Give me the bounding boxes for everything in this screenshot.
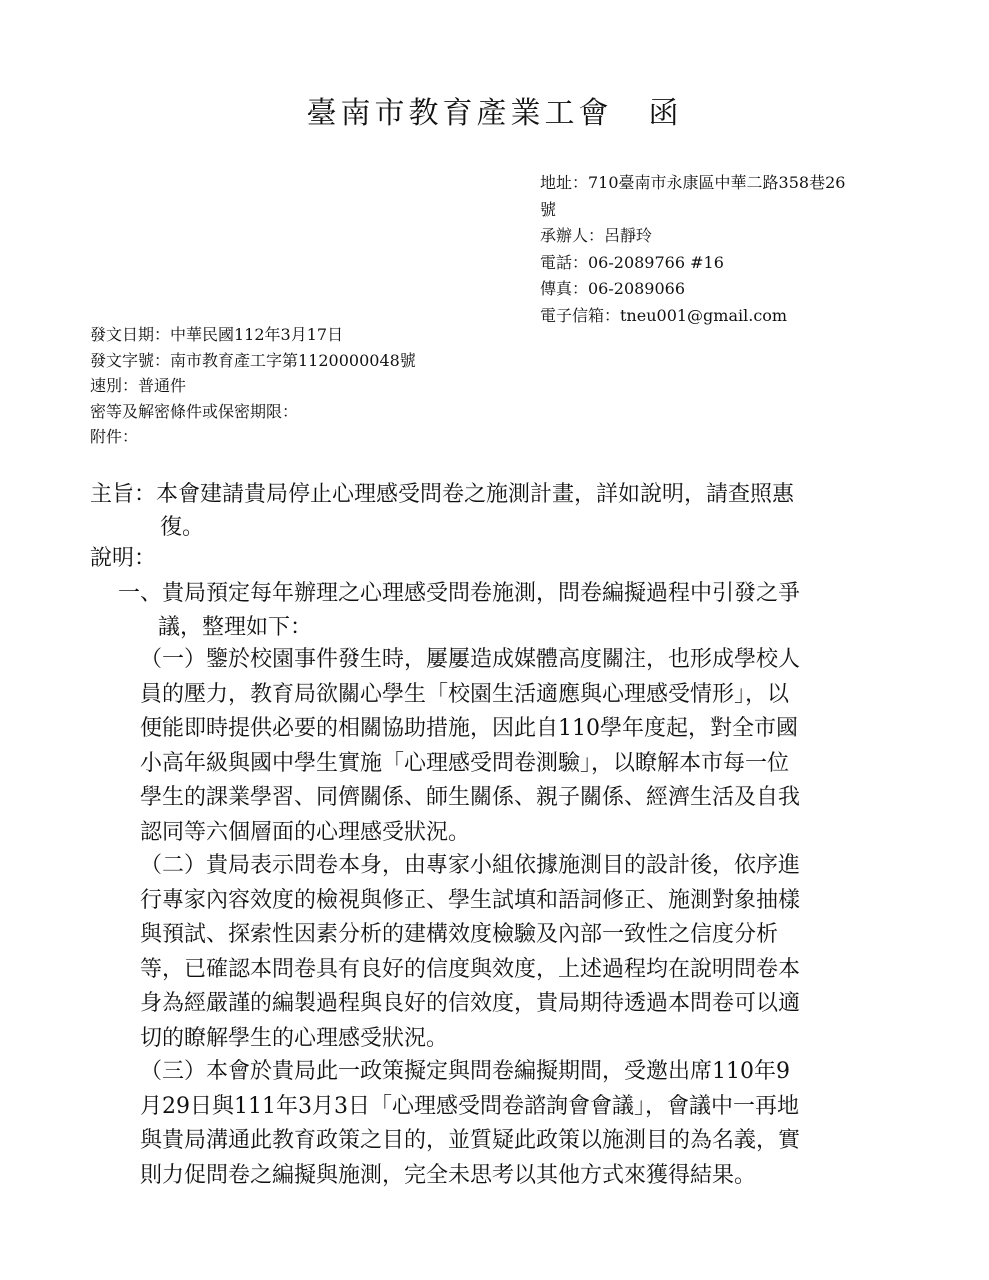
sub-item-3-line: 則力促問卷之編擬與施測，完全未思考以其他方式來獲得結果。 [140,1162,757,1188]
sub-item-2-line: 切的瞭解學生的心理感受狀況。 [140,1025,449,1051]
sub-item-1-line: 便能即時提供必要的相關協助措施，因此自110學年度起，對全市國 [140,716,798,741]
document-title [0,88,989,132]
doc-type: 函 [648,96,683,131]
sub-item-1 [140,643,910,850]
sub-item-1-line: 員的壓力，教育局欲關心學生「校園生活適應與心理感受情形」，以 [140,681,790,707]
issue-date: 發文日期：中華民國112年3月17日 [90,325,344,344]
item-1-line-1: 一、貴局預定每年辦理之心理感受問卷施測，問卷編擬過程中引發之爭 [118,581,801,606]
meta-block [90,322,416,450]
sub-item-2-line: 等，已確認本問卷具有良好的信度與效度，上述過程均在說明問卷本 [140,956,801,982]
sub-item-3 [140,1055,910,1193]
address-line-2: 號 [540,199,557,219]
address-line-1: 地址：710臺南市永康區中華二路358巷26 [540,173,846,192]
phone: 電話：06-2089766 #16 [540,252,724,272]
sub-item-2-line: 身為經嚴謹的編製過程與良好的信效度，貴局期待透過本問卷可以適 [140,991,801,1016]
sub-item-3-line: 與貴局溝通此教育政策之目的，並質疑此政策以施測目的為名義，實 [140,1128,801,1153]
sub-item-1-line: （一）鑒於校園事件發生時，屢屢造成媒體高度關注，也形成學校人 [140,647,801,672]
explanation-item-1 [118,577,908,645]
subject-line-1: 主旨：本會建請貴局停止心理感受問卷之施測計畫，詳如說明，請查照惠 [90,482,795,507]
sub-item-1-line: 學生的課業學習、同儕關係、師生關係、親子關係、經濟生活及自我 [140,785,801,810]
sub-item-2-line: 與預試、探索性因素分析的建構效度檢驗及內部一致性之信度分析 [140,922,779,947]
fax: 傳真：06-2089066 [540,279,686,298]
subject-block [90,478,910,544]
speed-class: 速別：普通件 [90,376,187,395]
item-1-line-2: 議，整理如下： [158,615,313,640]
subject-line-2: 復。 [160,515,205,540]
sub-item-1-line: 認同等六個層面的心理感受狀況。 [140,819,471,845]
email: 電子信箱：tneu001@gmail.com [540,305,788,325]
doc-number: 發文字號：南市教育產工字第1120000048號 [90,350,416,370]
sub-item-3-line: （三）本會於貴局此一政策擬定與問卷編擬期間，受邀出席110年9 [140,1059,790,1084]
attachment: 附件： [90,427,139,446]
sub-item-2 [140,849,910,1056]
sub-item-3-line: 月29日與111年3月3日「心理感受問卷諮詢會會議」，會議中一再地 [140,1093,799,1119]
secrecy-level: 密等及解密條件或保密期限： [90,401,299,421]
handler: 承辦人：呂靜玲 [540,226,653,245]
explanation-heading: 說明： [90,546,157,571]
contact-block [540,170,920,329]
sub-item-1-line: 小高年級與國中學生實施「心理感受問卷測驗」，以瞭解本市每一位 [140,750,790,776]
sub-item-2-line: （二）貴局表示問卷本身，由專家小組依據施測目的設計後，依序進 [140,853,801,878]
org-name: 臺南市教育產業工會 [306,96,613,131]
sub-item-2-line: 行專家內容效度的檢視與修正、學生試填和語詞修正、施測對象抽樣 [140,887,801,913]
